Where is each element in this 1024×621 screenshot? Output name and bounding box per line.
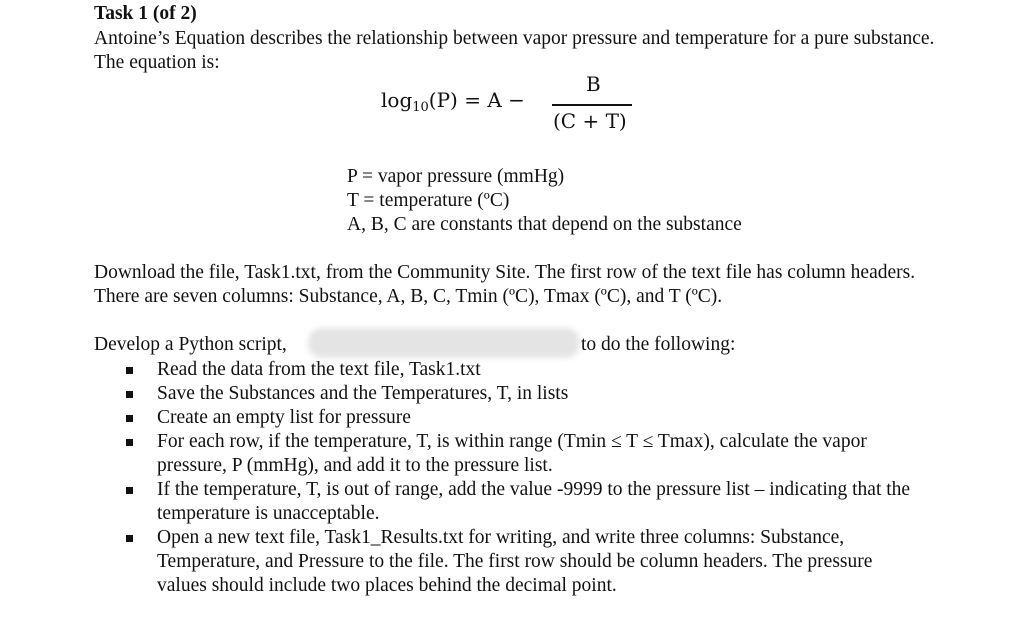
redacted-region bbox=[308, 328, 580, 358]
definition-line: T = temperature (ºC) bbox=[347, 190, 510, 211]
bullet-square-icon bbox=[126, 415, 133, 422]
bullet-square-icon bbox=[126, 367, 133, 374]
equation-numerator: B bbox=[586, 72, 601, 96]
list-item: If the temperature, T, is out of range, add the value -9999 to the pressure list – indicating that the temperature is unacceptable. bbox=[120, 478, 920, 526]
instruction-list bbox=[120, 358, 920, 598]
develop-text-before: Develop a Python script, bbox=[94, 334, 287, 355]
list-item: Read the data from the text file, Task1.txt bbox=[120, 358, 920, 382]
bullet-square-icon bbox=[126, 439, 133, 446]
intro-paragraph: Antoine’s Equation describes the relationship between vapor pressure and temperature for a pure substance. The equation is: bbox=[94, 28, 935, 73]
bullet-square-icon bbox=[126, 487, 133, 494]
equation-denominator: (C + T) bbox=[553, 109, 627, 133]
bullet-square-icon bbox=[126, 535, 133, 542]
develop-text-after: to do the following: bbox=[581, 334, 736, 355]
list-item: For each row, if the temperature, T, is within range (Tmin ≤ T ≤ Tmax), calculate the vapor pressure, P (mmHg), and add it to the pressure list. bbox=[120, 430, 920, 478]
equation-lhs: $\log_{10}(P) = A$ − bbox=[381, 88, 525, 115]
download-paragraph: Download the file, Task1.txt, from the Community Site. The first row of the text file has column headers. There are seven columns: Substance, A, B, C, Tmin (ºC), Tmax (ºC), and T (ºC). bbox=[94, 262, 916, 307]
fraction-bar bbox=[552, 104, 632, 106]
bullet-square-icon bbox=[126, 391, 133, 398]
list-item: Open a new text file, Task1_Results.txt for writing, and write three columns: Substance, Temperature, and Pressure to the file. The first row should be column headers. The pressure values should include two places behind the decimal point. bbox=[120, 526, 920, 598]
definition-line: P = vapor pressure (mmHg) bbox=[347, 166, 565, 187]
list-item: Save the Substances and the Temperatures, T, in lists bbox=[120, 382, 920, 406]
variable-definitions bbox=[347, 165, 742, 237]
list-item: Create an empty list for pressure bbox=[120, 406, 920, 430]
definition-line: A, B, C are constants that depend on the substance bbox=[347, 214, 742, 235]
task-title: Task 1 (of 2) bbox=[94, 3, 197, 24]
